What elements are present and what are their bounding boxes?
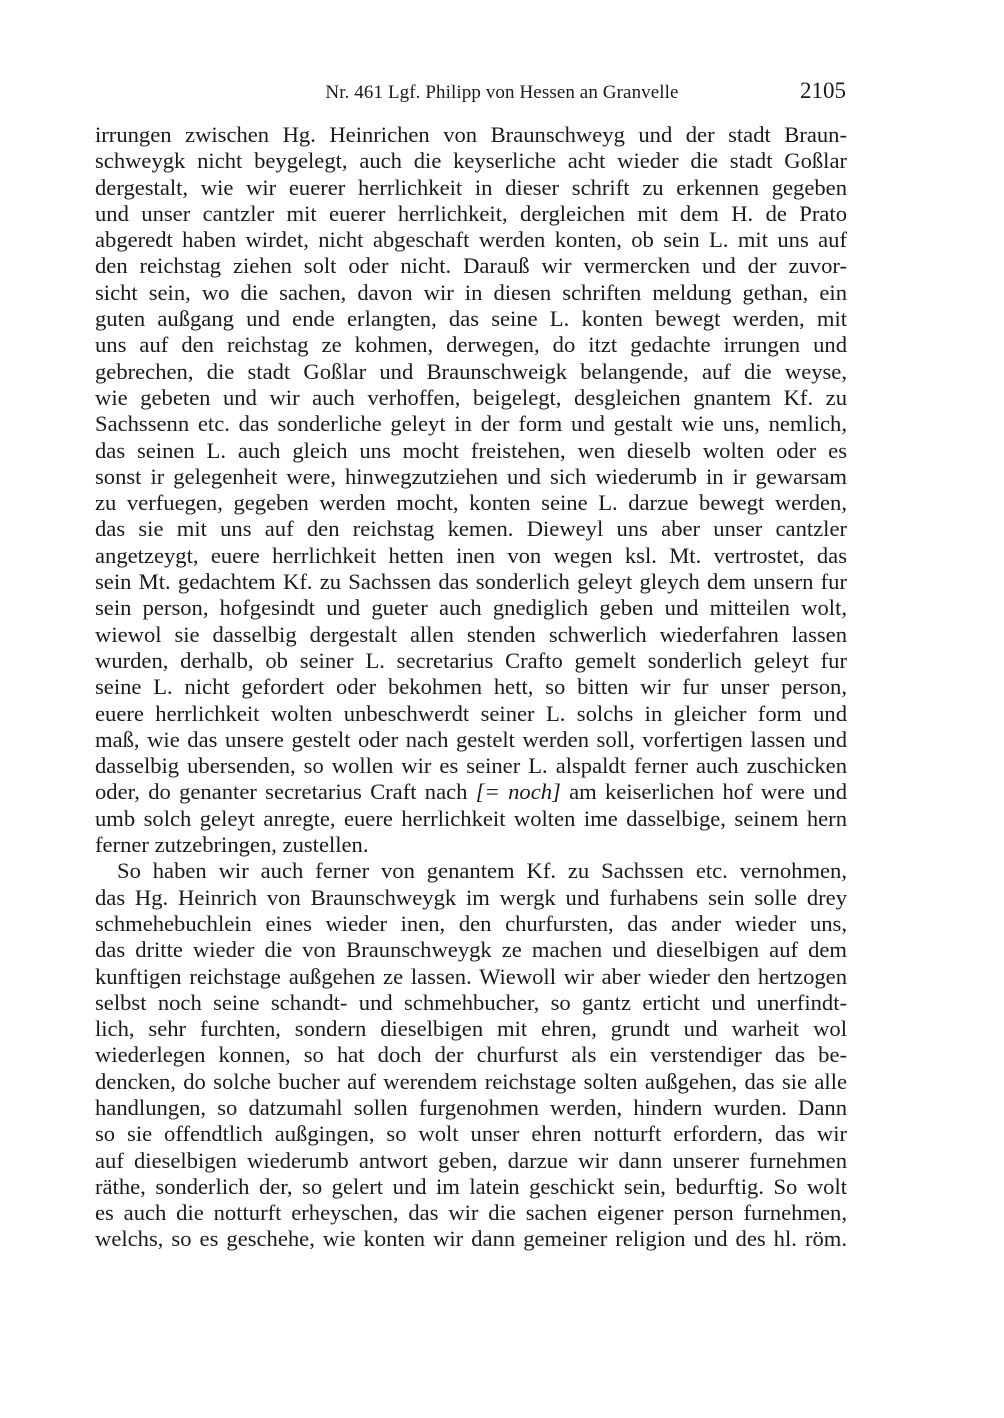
body-text — [95, 122, 847, 1253]
text-line: wie gebeten und wir auch verhoffen, beigelegt, desgleichen gnantem Kf. zu — [95, 384, 847, 410]
text-line: uns auf den reichstag ze kohmen, derwegen, do itzt gedachte irrungen und — [95, 332, 847, 358]
text-line: guten außgang und ende erlangten, das seine L. konten bewegt werden, mit — [95, 306, 847, 332]
text-line: das sie mit uns auf den reichstag kemen. Dieweyl uns aber unser cantzler — [95, 516, 847, 542]
text-line: abgeredt haben wirdet, nicht abgeschaft werden konten, ob sein L. mit uns auf — [95, 227, 847, 253]
text-line: handlungen, so datzumahl sollen furgenohmen werden, hindern wurden. Dann — [95, 1094, 847, 1120]
text-line: angetzeygt, euere herrlichkeit hetten inen von wegen ksl. Mt. vertrostet, das — [95, 542, 847, 568]
text-line: das dritte wieder die von Braunschweygk ze machen und dieselbigen auf dem — [95, 937, 847, 963]
text-line: wiederlegen konnen, so hat doch der churfurst als ein verstendiger das be- — [95, 1042, 847, 1068]
text-line: welchs, so es geschehe, wie konten wir dann gemeiner religion und des hl. röm. — [95, 1226, 847, 1252]
text-line: wiewol sie dasselbig dergestalt allen stenden schwerlich wiederfahren lassen — [95, 621, 847, 647]
text-line: den reichstag ziehen solt oder nicht. Darauß wir vermercken und der zuvor- — [95, 253, 847, 279]
text-line: das Hg. Heinrich von Braunschweygk im wergk und furhabens sein solle drey — [95, 884, 847, 910]
text-line: sonst ir gelegenheit were, hinwegzutziehen und sich wiederumb in ir gewarsam — [95, 463, 847, 489]
text-line: irrungen zwischen Hg. Heinrichen von Braunschweyg und der stadt Braun- — [95, 122, 847, 147]
text-line: dencken, do solche bucher auf werendem reichstage solten außgehen, das sie alle — [95, 1068, 847, 1094]
text-line: räthe, sonderlich der, so gelert und im latein geschickt sein, bedurftig. So wolt — [95, 1173, 847, 1199]
text-line: selbst noch seine schandt- und schmehbucher, so gantz erticht und unerfindt- — [95, 989, 847, 1015]
running-title: Nr. 461 Lgf. Philipp von Hessen an Granvelle — [325, 82, 679, 103]
text-line: kunftigen reichstage außgehen ze lassen. Wiewoll wir aber wieder den hertzogen — [95, 963, 847, 989]
text-line: seine L. nicht gefordert oder bekohmen hett, so bitten wir fur unser person, — [95, 674, 847, 700]
text-line: dasselbig ubersenden, so wollen wir es seiner L. alspaldt ferner auch zuschicken — [95, 753, 847, 779]
text-line: auf dieselbigen wiederumb antwort geben, darzue wir dann unserer furnehmen — [95, 1147, 847, 1173]
text-line: maß, wie das unsere gestelt oder nach gestelt werden soll, vorfertigen lassen und — [95, 726, 847, 752]
text-line: sein person, hofgesindt und gueter auch gnediglich geben und mitteilen wolt, — [95, 595, 847, 621]
text-line: schmehebuchlein eines wieder inen, den churfursten, das ander wieder uns, — [95, 910, 847, 936]
text-line: euere herrlichkeit wolten unbeschwerdt seiner L. solchs in gleicher form und — [95, 700, 847, 726]
text-line: schweygk nicht beygelegt, auch die keyserliche acht wieder die stadt Goßlar — [95, 148, 847, 174]
text-line: es auch die notturft erheyschen, das wir die sachen eigener person furnehmen, — [95, 1200, 847, 1226]
text-line: oder, do genanter secretarius Craft nach [= noch] am keiserlichen hof were und — [95, 779, 848, 805]
text-line: sicht sein, wo die sachen, davon wir in diesen schriften meldung gethan, ein — [95, 279, 847, 305]
text-line: zu verfuegen, gegeben werden mocht, konten seine L. darzue bewegt werden, — [95, 490, 847, 516]
text-line: dergestalt, wie wir euerer herrlichkeit in dieser schrift zu erkennen gegeben — [95, 174, 847, 200]
text-line: lich, sehr furchten, sondern dieselbigen mit ehren, grundt und warheit wol — [95, 1016, 847, 1042]
text-line: So haben wir auch ferner von genantem Kf. zu Sachssen etc. vernohmen, — [117, 858, 847, 884]
text-line: sein Mt. gedachtem Kf. zu Sachssen das sonderlich geleyt gleych dem unsern fur — [95, 569, 847, 595]
text-line: umb solch geleyt anregte, euere herrlichkeit wolten ime dasselbige, seinem hern — [95, 805, 847, 831]
text-line: Sachssenn etc. das sonderliche geleyt in der form und gestalt wie uns, nemlich, — [95, 411, 847, 437]
text-line: und unser cantzler mit euerer herrlichkeit, dergleichen mit dem H. de Prato — [95, 200, 847, 226]
page-number: 2105 — [800, 78, 846, 103]
text-line: das seinen L. auch gleich uns mocht freistehen, wen dieselb wolten oder es — [95, 437, 847, 463]
text-line: ferner zutzebringen, zustellen. — [95, 832, 369, 858]
text-line: gebrechen, die stadt Goßlar und Braunschweigk belangende, auf die weyse, — [95, 358, 847, 384]
text-line: wurden, derhalb, ob seiner L. secretarius Crafto gemelt sonderlich geleyt fur — [95, 647, 847, 673]
text-line: so sie offendtlich außgingen, so wolt unser ehren notturft erfordern, das wir — [95, 1121, 847, 1147]
